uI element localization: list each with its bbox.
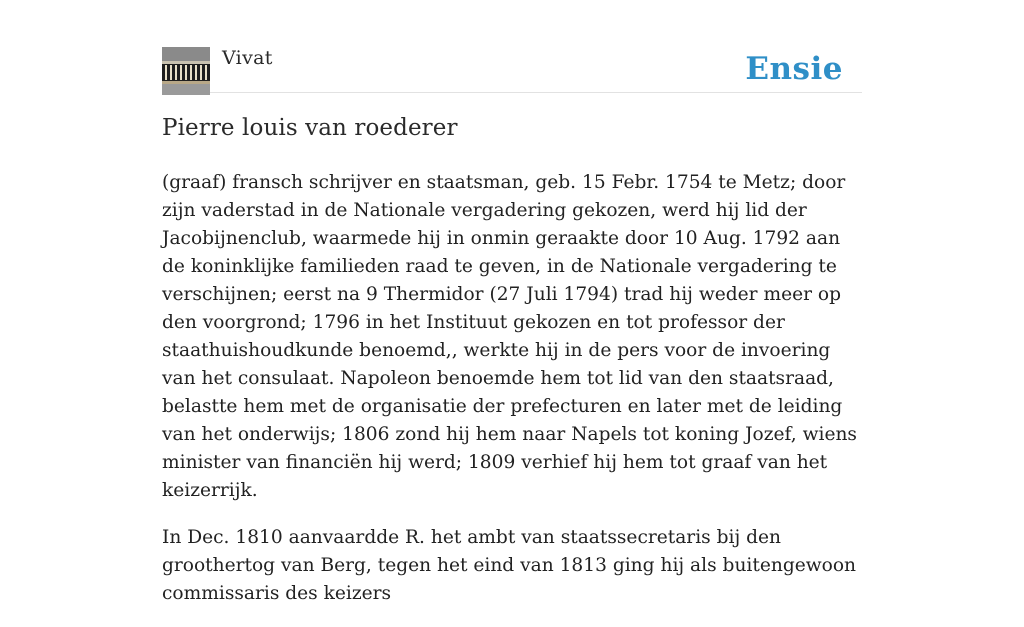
page-title: Pierre louis van roederer: [162, 115, 458, 141]
article-paragraph: (graaf) fransch schrijver en staatsman, geb. 15 Febr. 1754 te Metz; door zijn vaderstad in de Nationale vergadering gekozen, werd hij lid der Jacobijnenclub, waarmede hij in onmin geraakte door 10 Aug. 1792 aan de koninklijke familieden raad te geven, in de Nationale vergadering te verschijnen; eerst na 9 Thermidor (27 Juli 1794) trad hij weder meer op den voorgrond; 1796 in het Instituut gekozen en tot professor der staathuishoudkunde benoemd,, werkte hij in de pers voor de invoering van het consulaat. Napoleon benoemde hem tot lid van den staatsraad, belastte hem met de organisatie der prefecturen en later met de leiding van het onderwijs; 1806 zond hij hem naar Napels tot koning Jozef, wiens minister van financiën hij werd; 1809 verhief hij hem tot graaf van het keizerrijk.: [162, 172, 857, 501]
header: [162, 46, 862, 93]
avatar[interactable]: [162, 47, 210, 95]
brand-logo[interactable]: Ensie: [745, 51, 843, 87]
book-spines-icon: [162, 47, 210, 95]
article-paragraph: In Dec. 1810 aanvaardde R. het ambt van staatssecretaris bij den groothertog van Berg, tegen het eind van 1813 ging hij als buitengewoon commissaris des keizers: [162, 527, 857, 604]
article-body: [162, 169, 862, 627]
source-name[interactable]: Vivat: [222, 47, 273, 69]
